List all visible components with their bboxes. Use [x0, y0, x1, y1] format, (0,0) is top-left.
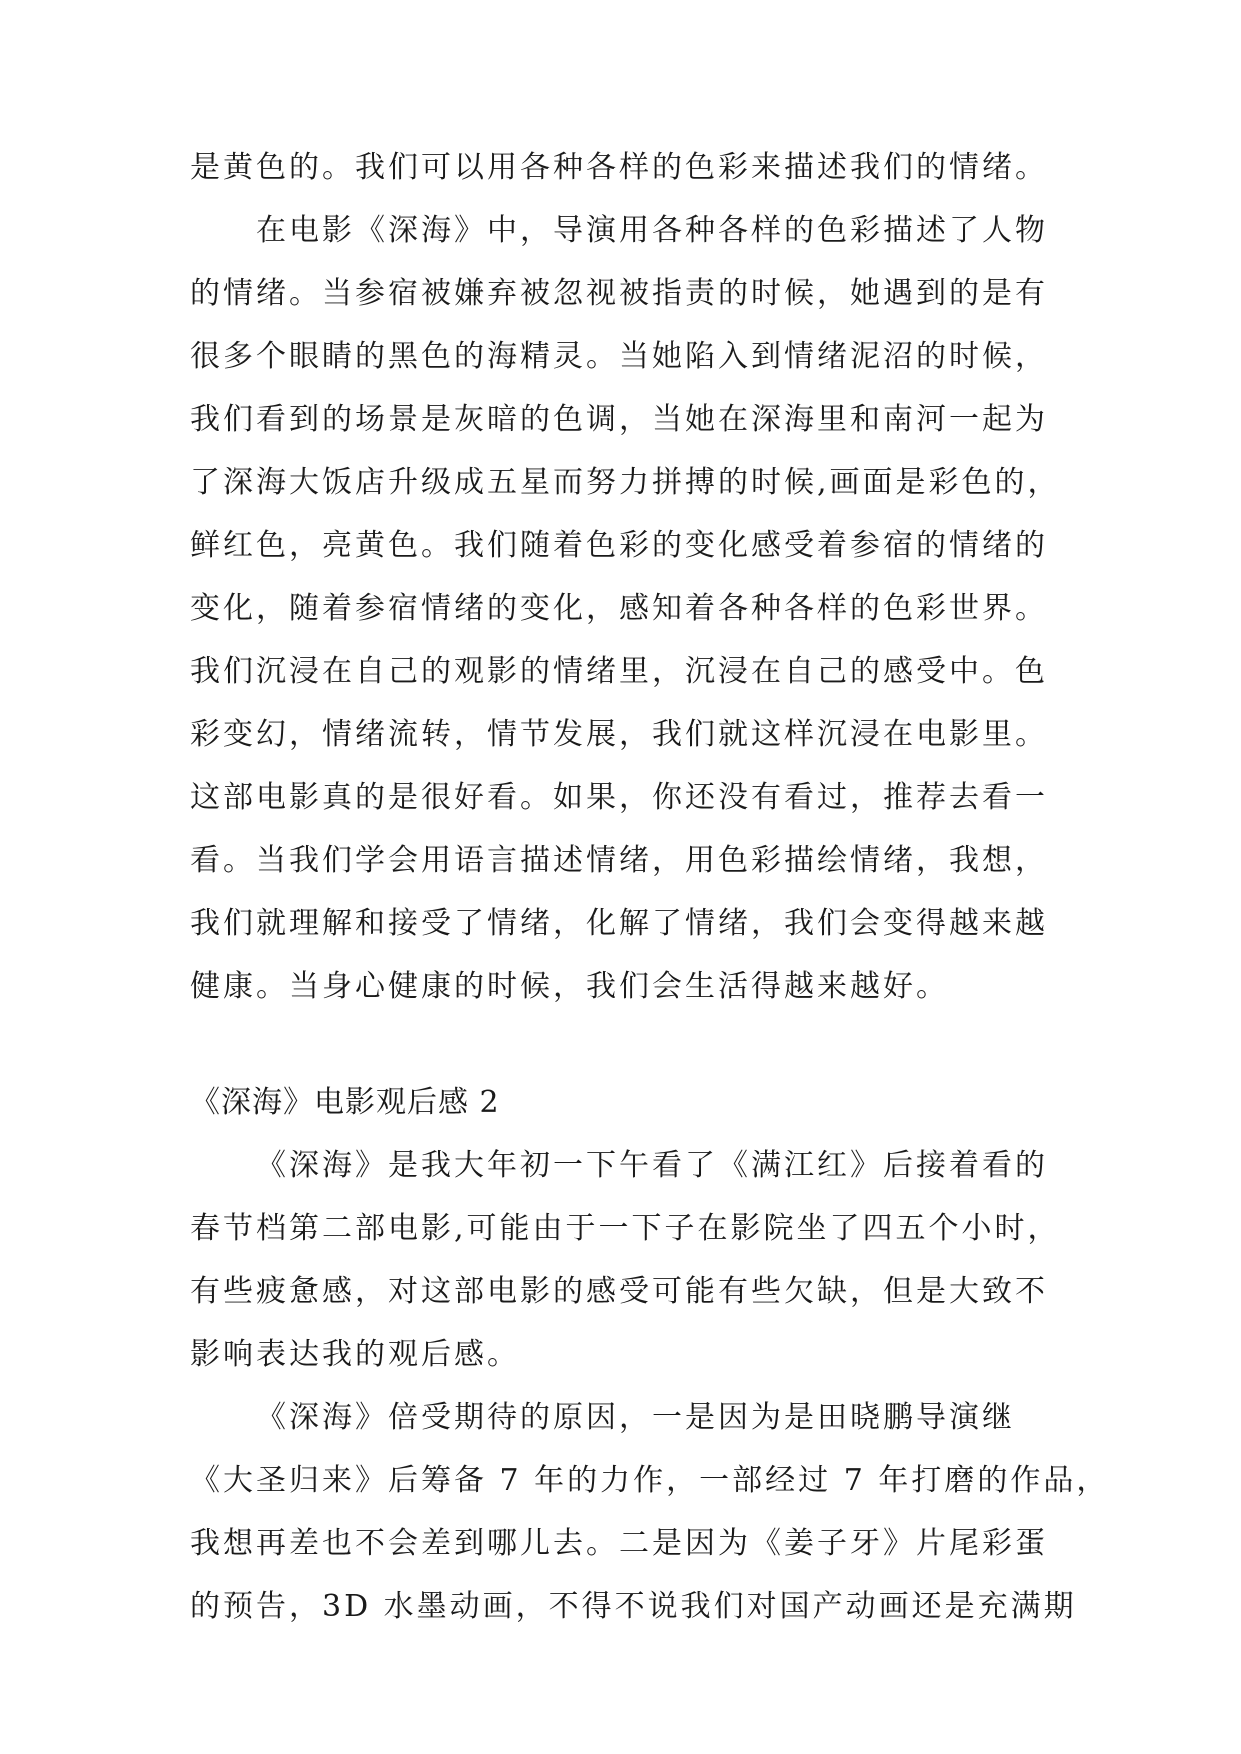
- paragraph-line: 了深海大饭店升级成五星而努力拼搏的时候,画面是彩色的，: [190, 465, 1061, 500]
- paragraph-line: 《深海》是我大年初一下午看了《满江红》后接着看的: [256, 1148, 1048, 1183]
- paragraph-line: 我们沉浸在自己的观影的情绪里，沉浸在自己的感受中。色: [190, 654, 1048, 689]
- paragraph-line: 影响表达我的观后感。: [190, 1337, 520, 1372]
- paragraph-line: 是黄色的。我们可以用各种各样的色彩来描述我们的情绪。: [190, 150, 1048, 185]
- paragraph-line: 的预告，3D 水墨动画，不得不说我们对国产动画还是充满期: [190, 1589, 1077, 1624]
- paragraph-line: 健康。当身心健康的时候，我们会生活得越来越好。: [190, 969, 949, 1004]
- paragraph-line: 看。当我们学会用语言描述情绪，用色彩描绘情绪，我想，: [190, 843, 1048, 878]
- paragraph-line: 《大圣归来》后筹备 7 年的力作，一部经过 7 年打磨的作品，: [190, 1463, 1110, 1498]
- paragraph-line: 很多个眼睛的黑色的海精灵。当她陷入到情绪泥沼的时候，: [190, 339, 1048, 374]
- paragraph-line: 的情绪。当参宿被嫌弃被忽视被指责的时候，她遇到的是有: [190, 276, 1048, 311]
- paragraph-line: 《深海》倍受期待的原因，一是因为是田晓鹏导演继: [256, 1400, 1015, 1435]
- paragraph-line: 彩变幻，情绪流转，情节发展，我们就这样沉浸在电影里。: [190, 717, 1048, 752]
- paragraph-line: 我们看到的场景是灰暗的色调，当她在深海里和南河一起为: [190, 402, 1048, 437]
- paragraph-line: 我们就理解和接受了情绪，化解了情绪，我们会变得越来越: [190, 906, 1048, 941]
- paragraph-line: 有些疲惫感，对这部电影的感受可能有些欠缺，但是大致不: [190, 1274, 1048, 1309]
- paragraph-line: 在电影《深海》中，导演用各种各样的色彩描述了人物: [256, 213, 1048, 248]
- paragraph-line: 变化，随着参宿情绪的变化，感知着各种各样的色彩世界。: [190, 591, 1048, 626]
- paragraph-line: 春节档第二部电影,可能由于一下子在影院坐了四五个小时，: [190, 1211, 1061, 1246]
- paragraph-line: 这部电影真的是很好看。如果，你还没有看过，推荐去看一: [190, 780, 1048, 815]
- paragraph-line: 我想再差也不会差到哪儿去。二是因为《姜子牙》片尾彩蛋: [190, 1526, 1048, 1561]
- paragraph-line: 鲜红色，亮黄色。我们随着色彩的变化感受着参宿的情绪的: [190, 528, 1048, 563]
- document-body: [190, 0, 1110, 1754]
- section-heading: 《深海》电影观后感 2: [190, 1085, 500, 1120]
